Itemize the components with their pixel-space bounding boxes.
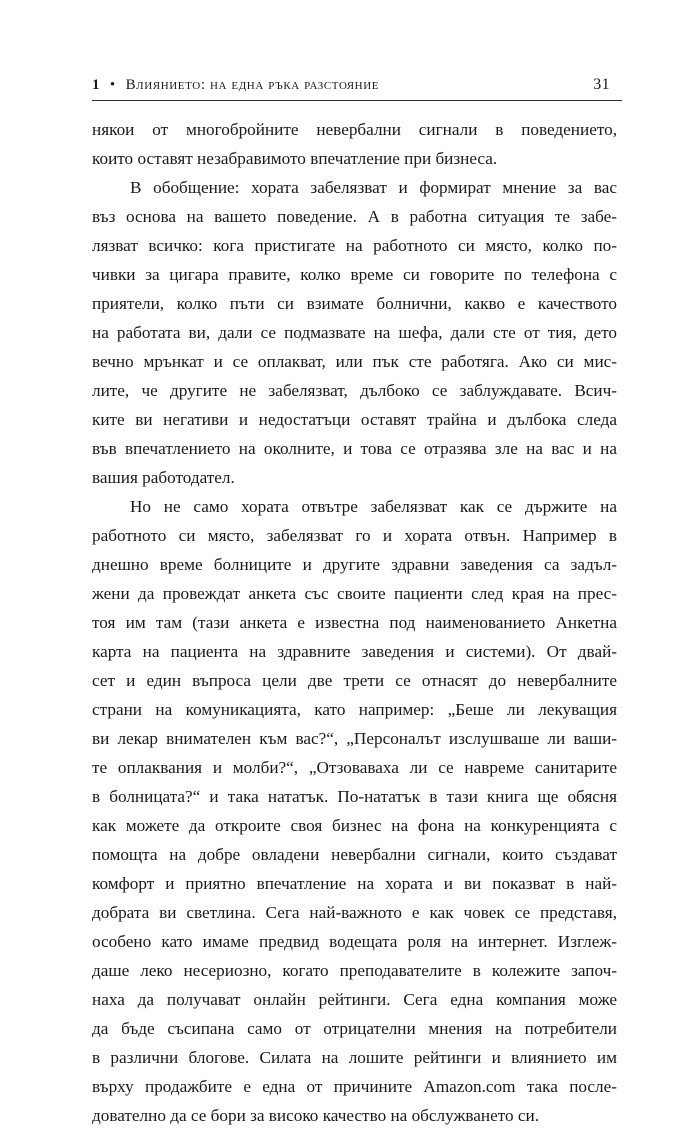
text-line: те оплаквания и молби?“, „Отзоваваха ли се навреме санитарите bbox=[92, 758, 617, 777]
text-line: днешно време болниците и другите здравни заведения са задъл- bbox=[92, 555, 617, 574]
text-line: вашия работодател. bbox=[92, 468, 235, 487]
text-line: работното си място, забелязват го и хората отвън. Например в bbox=[92, 526, 617, 545]
text-line: комфорт и приятно впечатление на хората и ви показват в най- bbox=[92, 874, 617, 893]
text-line: някои от многобройните невербални сигнали в поведението, bbox=[92, 120, 617, 139]
header-separator: • bbox=[109, 77, 116, 93]
text-line: как можете да откроите своя бизнес на фона на конкуренцията с bbox=[92, 816, 617, 835]
text-line: тоя им там (тази анкета е известна под наименованието Анкетна bbox=[92, 613, 617, 632]
text-line: дователно да се бори за високо качество на обслужването си. bbox=[92, 1106, 540, 1125]
text-line: ките ви негативи и недостатъци оставят трайна и дълбока следа bbox=[92, 410, 617, 429]
text-line: в различни блогове. Силата на лошите рейтинги и влиянието им bbox=[92, 1048, 617, 1067]
text-line: които оставят незабравимото впечатление при бизнеса. bbox=[92, 149, 498, 168]
text-line: вечно мрънкат и се оплакват, или пък сте работяга. Ако си мис- bbox=[92, 352, 617, 371]
text-line: добрата ви светлина. Сега най-важното е как човек се представя, bbox=[92, 903, 617, 922]
text-line: наха да получават онлайн рейтинги. Сега една компания може bbox=[92, 990, 617, 1009]
text-line: сет и един въпроса цели две трети се отнасят до невербалните bbox=[92, 671, 617, 690]
text-line: даше леко несериозно, когато преподавателите в колежите започ- bbox=[92, 961, 617, 980]
text-line: страни на комуникацията, като например: „Беше ли лекуващия bbox=[92, 700, 617, 719]
page-number: 31 bbox=[593, 76, 610, 93]
chapter-heading bbox=[92, 77, 379, 94]
text-line: приятели, колко пъти си взимате болнични, какво е качеството bbox=[92, 294, 617, 313]
text-line: да бъде съсипана само от отрицателни мнения на потребители bbox=[92, 1019, 617, 1038]
text-line: лите, че другите не забелязват, дълбоко се заблуждавате. Всич- bbox=[92, 381, 617, 400]
text-line: особено като имаме предвид водещата роля на интернет. Изглеж- bbox=[92, 932, 617, 951]
paragraph-first-line: В обобщение: хората забелязват и формират мнение за вас bbox=[130, 178, 617, 197]
text-line: лязват всичко: кога пристигате на работното си място, колко по- bbox=[92, 236, 617, 255]
text-line: във впечатлението на околните, и това се отразява зле на вас и на bbox=[92, 439, 617, 458]
text-line: върху продажбите е една от причините Amazon.com така после- bbox=[92, 1077, 617, 1096]
chapter-title: Влиянието: на една ръка разстояние bbox=[125, 77, 380, 93]
text-line: жени да провеждат анкета със своите пациенти след края на прес- bbox=[92, 584, 617, 603]
chapter-number: 1 bbox=[92, 77, 100, 93]
text-line: на работата ви, дали се подмазвате на шефа, дали сте от тия, дето bbox=[92, 323, 617, 342]
text-line: карта на пациента на здравните заведения и системи). От двай- bbox=[92, 642, 617, 661]
header-rule bbox=[92, 100, 622, 101]
text-line: помощта на добре овладени невербални сигнали, които създават bbox=[92, 845, 617, 864]
text-line: въз основа на вашето поведение. А в работна ситуация те забе- bbox=[92, 207, 617, 226]
running-header bbox=[92, 70, 610, 94]
text-line: ви лекар внимателен към вас?“, „Персоналът изслушваше ли ваши- bbox=[92, 729, 617, 748]
paragraph-first-line: Но не само хората отвътре забелязват как се държите на bbox=[130, 497, 617, 516]
text-line: чивки за цигара правите, колко време си говорите по телефона с bbox=[92, 265, 617, 284]
text-line: в болницата?“ и така нататък. По-нататък в тази книга ще обясня bbox=[92, 787, 617, 806]
body-text bbox=[92, 115, 617, 1130]
